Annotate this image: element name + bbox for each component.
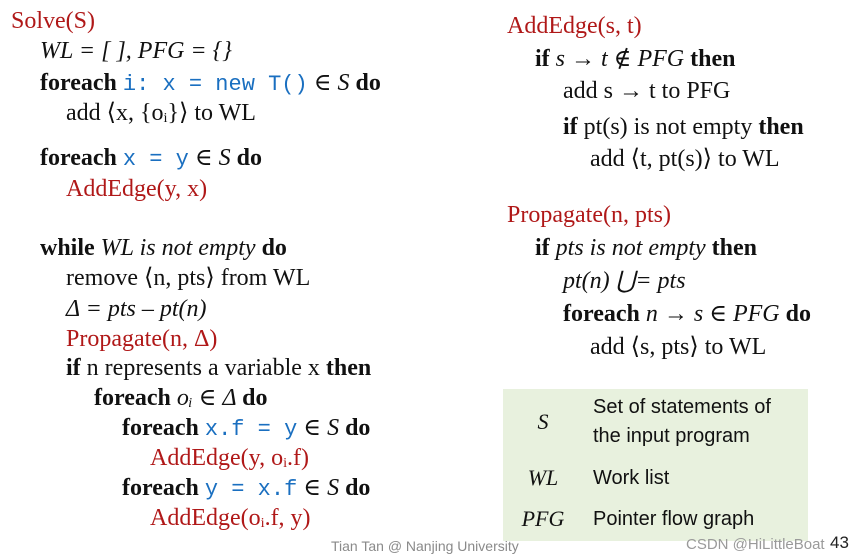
if-pts-line <box>535 233 757 263</box>
legend-desc-pfg: Pointer flow graph <box>593 508 755 530</box>
foreach-succ-line <box>563 299 811 329</box>
foreach-load-line <box>122 473 370 505</box>
keyword-if: if <box>535 235 550 261</box>
add-pfg-line: add s → t to PFG <box>563 78 731 104</box>
legend-symbol-pfg: PFG <box>521 506 565 531</box>
footer-credit: Tian Tan @ Nanjing University <box>331 538 519 554</box>
addedge-signature: AddEdge(s, t) <box>507 13 642 39</box>
delta-line: Δ = pts – pt(n) <box>66 296 207 322</box>
legend-desc-s <box>593 393 805 451</box>
keyword-do: do <box>242 385 268 411</box>
keyword-if: if <box>66 355 81 381</box>
keyword-do: do <box>261 235 287 261</box>
add-wl-s-line: add ⟨s, pts⟩ to WL <box>590 334 767 360</box>
add-wl-t-line: add ⟨t, pt(s)⟩ to WL <box>590 146 780 172</box>
foreach-store-line <box>122 413 370 445</box>
keyword: foreach <box>122 415 199 441</box>
in-set: ∈ S <box>297 415 346 441</box>
keyword-if: if <box>563 114 578 140</box>
keyword-then: then <box>325 355 372 381</box>
solve-signature: Solve(S) <box>11 8 95 34</box>
code-store: x.f = y <box>204 417 298 442</box>
legend-desc-s-l2: the input program <box>593 425 750 447</box>
keyword-while: while <box>40 235 95 261</box>
in-set: ∈ S <box>307 70 356 96</box>
keyword: foreach <box>40 70 117 96</box>
if-pts-cond: pts is not empty <box>549 235 712 261</box>
legend-box <box>503 389 808 541</box>
code-load: y = x.f <box>204 477 298 502</box>
legend-desc-s-l1: Set of statements of <box>593 396 771 418</box>
page-number: 43 <box>830 533 849 552</box>
foreach-oi-line <box>94 383 267 413</box>
if-variable-line <box>66 353 371 383</box>
if-not-in-pfg <box>535 44 735 74</box>
if-pt-line <box>563 112 804 142</box>
keyword-if: if <box>535 46 550 72</box>
foreach-new-line <box>40 68 381 100</box>
while-line <box>40 233 287 263</box>
if-cond: s → t ∉ PFG <box>549 46 691 72</box>
keyword-do: do <box>236 145 263 171</box>
while-cond: WL is not empty <box>94 235 262 261</box>
init-line: WL = [ ], PFG = {} <box>40 38 232 64</box>
legend-symbol-s: S <box>537 409 549 434</box>
if-cond: n represents a variable x <box>80 355 326 381</box>
keyword: foreach <box>563 301 640 327</box>
in-set: ∈ S <box>297 475 346 501</box>
code-copy: x = y <box>122 147 189 172</box>
legend-desc-wl: Work list <box>593 467 670 489</box>
succ-cond: n → s ∈ PFG <box>639 301 786 327</box>
pt-union-line: pt(n) ⋃= pts <box>563 268 686 294</box>
propagate-call: Propagate(n, Δ) <box>66 326 218 352</box>
if-pt-cond: pt(s) is not empty <box>577 114 759 140</box>
add-edge-load: AddEdge(oᵢ.f, y) <box>150 505 311 531</box>
foreach-copy-line <box>40 143 262 175</box>
keyword: foreach <box>122 475 199 501</box>
keyword-do: do <box>355 70 381 96</box>
keyword-do: do <box>345 475 371 501</box>
keyword-then: then <box>690 46 736 72</box>
remove-line: remove ⟨n, pts⟩ from WL <box>66 265 311 291</box>
keyword-then: then <box>758 114 804 140</box>
keyword: foreach <box>94 385 171 411</box>
oi-in-delta: oᵢ ∈ Δ <box>170 385 243 411</box>
keyword: foreach <box>40 145 117 171</box>
code-new: i: x = new T() <box>122 72 308 97</box>
watermark: CSDN @HiLittleBoat <box>686 536 825 553</box>
legend-symbol-wl: WL <box>527 465 559 490</box>
keyword-do: do <box>345 415 371 441</box>
in-set: ∈ S <box>188 145 237 171</box>
add-edge-store: AddEdge(y, oᵢ.f) <box>150 445 309 471</box>
add-edge-yx: AddEdge(y, x) <box>66 176 208 202</box>
add-wl-o-line: add ⟨x, {oᵢ}⟩ to WL <box>66 100 256 126</box>
propagate-signature: Propagate(n, pts) <box>507 202 671 228</box>
keyword-do: do <box>785 301 811 327</box>
keyword-then: then <box>711 235 758 261</box>
